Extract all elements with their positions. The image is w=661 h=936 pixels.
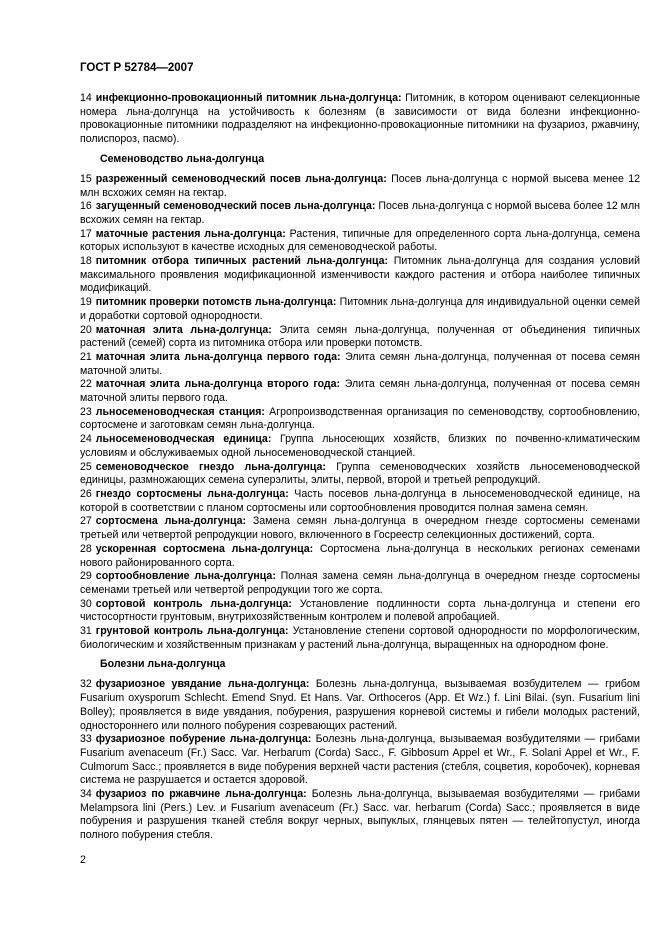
term-name: маточная элита льна-долгунца первого года: [95, 350, 341, 363]
term-definition: Часть посевов льна-долгунца в льносеменоводческой единице, на которой в соответствии с планом сортосмены или сортообновления проводится полная замена семян. [80, 487, 640, 514]
intro-terms [80, 92, 640, 147]
section-title-seed-production: Семеноводство льна-долгунца [100, 152, 265, 165]
term-number: 25 [80, 460, 92, 473]
term-name: маточная элита льна-долгунца второго года: [95, 378, 341, 391]
term-definition: Элита семян льна-долгунца, полученная от посева семян маточной элиты первого года. [80, 378, 640, 405]
term-number: 29 [80, 570, 92, 583]
disease-terms [80, 678, 640, 842]
term-entry-28 [80, 543, 640, 570]
term-entry-25 [80, 461, 640, 488]
term-definition: Элита семян льна-долгунца, полученная от объединения типичных растений (семей) сорта из питомника отбора или проверки потомств. [80, 323, 640, 350]
section-title-diseases: Болезни льна-долгунца [100, 658, 226, 671]
term-number: 19 [80, 296, 92, 309]
term-entry-18 [80, 255, 640, 296]
term-definition: Полная замена семян льна-долгунца в очередном гнезде сортосмены семенами третьей или четвертой репродукции того же сорта. [80, 570, 640, 596]
term-entry-34 [80, 788, 640, 843]
term-number: 30 [80, 597, 92, 610]
term-definition: Группа семеноводческих хозяйств льносеменоводческой единицы, размножающих семена суперэлиты, элиты, первой, второй и третьей репродукций. [80, 460, 640, 487]
term-name: фузариозное увядание льна-долгунца: [95, 678, 310, 691]
term-number: 27 [80, 515, 92, 528]
term-name: разреженный семеноводческий посев льна-долгунца: [95, 172, 387, 185]
term-number: 32 [80, 678, 92, 691]
term-name: питомник отбора типичных растений льна-долгунца: [95, 255, 389, 268]
term-number: 20 [80, 323, 92, 336]
term-name: льносеменоводческая единица: [95, 433, 272, 446]
term-name: гнездо сортосмены льна-долгунца: [95, 487, 289, 500]
term-number: 23 [80, 405, 92, 418]
term-entry-32 [80, 678, 640, 733]
term-definition: Посев льна-долгунца с нормой высева менее 12 млн всхожих семян на гектар. [80, 172, 641, 199]
term-entry-21 [80, 351, 640, 378]
term-number: 33 [80, 733, 92, 746]
term-entry-27 [80, 515, 640, 542]
term-definition: Установление степени сортовой однородности по морфологическим, биологическим и хозяйственным признакам у растений льна-долгунца, выращенных на однородном фоне. [80, 625, 640, 651]
term-name: семеноводческое гнездо льна-долгунца: [95, 460, 326, 473]
term-definition: Болезнь льна-долгунца, вызываемая возбудителем — грибом Fusarium oxysporum Schlecht. Emend Snyd. Et Hans. Var. Orthoceros (App. Et Wz.) f. Lini Bilai. (syn. Fusarium lini Bolley); проявляется в виде увядания, побурения, разрушения корневой системы и гибели молодых растений, одностороннего или полного побурения созревающих растений. [80, 678, 640, 732]
document-header: ГОСТ Р 52784—2007 [80, 62, 194, 74]
seed-production-terms [80, 173, 640, 653]
term-definition: Болезнь льна-долгунца, вызываемая возбудителями — грибами Melampsora lini (Pers.) Lev. и Fusarium avenaceum (Fr.) Sacc. var. herbarum (Corda) Sacc.; проявляется в виде побурения и разрушения тканей стебля вокруг черных, выпуклых, глянцевых пятен — телейтопустул, иногда полного побурения стебля. [80, 788, 640, 842]
term-number: 18 [80, 255, 92, 268]
term-number: 14 [80, 92, 92, 104]
term-number: 31 [80, 625, 92, 638]
term-name: маточные растения льна-долгунца: [95, 227, 286, 240]
term-definition: Сортосмена льна-долгунца в нескольких регионах семенами нового районированного сорта. [80, 542, 640, 569]
page-number: 2 [80, 854, 86, 866]
term-number: 28 [80, 542, 92, 555]
term-entry-16 [80, 200, 640, 227]
term-number: 15 [80, 172, 92, 185]
term-name: питомник проверки потомств льна-долгунца: [95, 296, 337, 309]
term-number: 26 [80, 487, 92, 500]
term-number: 24 [80, 433, 92, 446]
term-number: 16 [80, 200, 92, 213]
term-entry-30 [80, 598, 640, 625]
term-definition: Питомник льна-долгунца для индивидуальной оценки семей и доработки сортовой однородности. [80, 296, 640, 322]
term-definition: Посев льна-долгунца с нормой высева более 12 млн всхожих семян на гектар. [80, 200, 640, 226]
document-body [80, 92, 640, 843]
term-name: ускоренная сортосмена льна-долгунца: [95, 542, 314, 555]
term-number: 22 [80, 378, 92, 391]
term-name: маточная элита льна-долгунца: [95, 323, 272, 336]
term-name: грунтовой контроль льна-долгунца: [95, 625, 289, 638]
term-number: 21 [80, 350, 92, 363]
term-entry-26 [80, 488, 640, 515]
term-name: сортосмена льна-долгунца: [95, 515, 247, 528]
term-name: сортообновление льна-долгунца: [95, 570, 276, 583]
term-definition: Установление подлинности сорта льна-долгунца и степени его чистосортности грунтовым, внутрихозяйственным контролем и полевой апробацией. [80, 597, 640, 624]
term-name: льносеменоводческая станция: [95, 405, 265, 418]
term-name: загущенный семеноводческий посев льна-долгунца: [95, 200, 376, 213]
term-definition: Растения, типичные для определенного сорта льна-долгунца, семена которых используют в качестве исходных для семеноводческой работы. [80, 227, 640, 254]
term-entry-22 [80, 378, 640, 405]
term-entry-23 [80, 406, 640, 433]
term-definition: Питомник, в котором оценивают селекционные номера льна-долгунца на устойчивость к болезням (в зависимости от вида болезни инфекционно-провокационные питомники подразделяют на инфекционно-провокационные питомники на фузариоз, ржавчину, полиспороз, пасмо). [80, 92, 640, 146]
term-name: инфекционно-провокационный питомник льна-долгунца: [95, 92, 402, 104]
term-definition: Замена семян льна-долгунца в очередном гнезде сортосмены семенами третьей или четвертой репродукции нового, включенного в Госреестр селекционных достижений, сорта. [80, 515, 640, 542]
term-entry-17 [80, 228, 640, 255]
term-entry-14 [80, 92, 640, 147]
term-entry-19 [80, 296, 640, 323]
term-name: фузариозное побурение льна-долгунца: [95, 733, 312, 746]
term-entry-15 [80, 173, 640, 200]
term-definition: Группа льносеющих хозяйств, близких по почвенно-климатическим условиям и обслуживаемых одной льносеменоводческой станцией. [80, 433, 641, 459]
term-entry-20 [80, 324, 640, 351]
term-name: сортовой контроль льна-долгунца: [95, 597, 292, 610]
term-definition: Питомник льна-долгунца для создания условий максимального проявления модификационной изменчивости каждого растения и отбора наиболее типичных модификаций. [80, 255, 640, 295]
term-entry-29 [80, 570, 640, 597]
term-entry-31 [80, 625, 640, 652]
term-number: 34 [80, 788, 92, 801]
term-definition: Элита семян льна-долгунца, полученная от посева семян маточной элиты. [80, 350, 640, 377]
term-number: 17 [80, 227, 92, 240]
term-definition: Агропроизводственная организация по семеноводству, сортообновлению, сортосмене и заготовкам семян льна-долгунца. [80, 405, 640, 432]
term-entry-24 [80, 433, 640, 460]
term-name: фузариоз по ржавчине льна-долгунца: [95, 788, 307, 801]
term-definition: Болезнь льна-долгунца, вызываемая возбудителями — грибами Fusarium avenaceum (Fr.) Sacc. Var. Herbarum (Corda) Sacc., F. Gibbosum Appel et Wr., F. Solani Appel et Wr., F. Culmorum Sacc.; проявляется в виде побурения верхней части растения (стебля, соцветия, коробочек), корневая система не разрушается и остается здоровой. [80, 733, 640, 787]
term-entry-33 [80, 733, 640, 788]
